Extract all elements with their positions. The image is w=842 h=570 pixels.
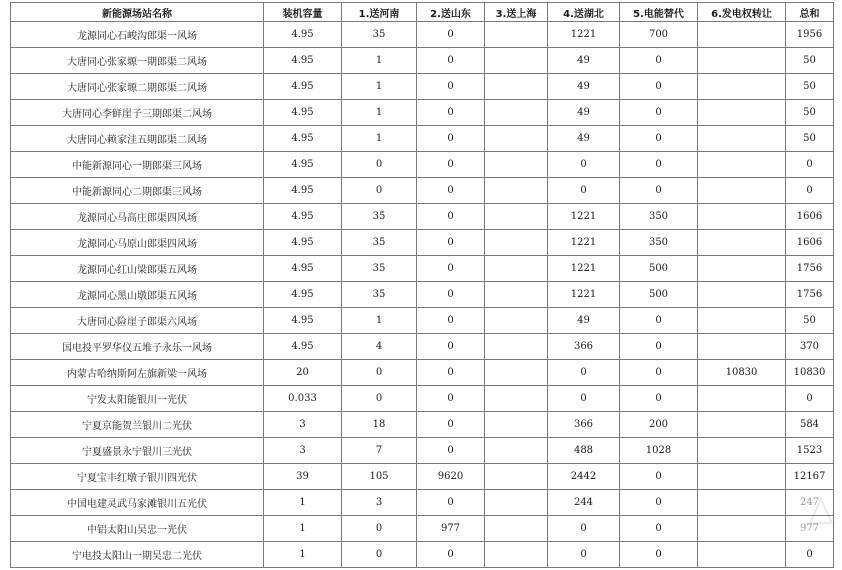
cell-to-shanghai: [485, 22, 548, 48]
cell-generation-rights-transfer: [698, 386, 786, 412]
cell-to-shandong: 0: [417, 204, 485, 230]
table-row: [11, 308, 834, 334]
cell-generation-rights-transfer: [698, 230, 786, 256]
cell-to-shanghai: [485, 516, 548, 542]
cell-capacity: 39: [264, 464, 342, 490]
cell-to-hubei: 1221: [548, 256, 620, 282]
cell-to-henan: 0: [342, 360, 417, 386]
cell-power-substitution: 0: [620, 490, 698, 516]
cell-to-shandong: 0: [417, 412, 485, 438]
cell-to-shanghai: [485, 334, 548, 360]
cell-to-hubei: 49: [548, 74, 620, 100]
cell-power-substitution: 200: [620, 412, 698, 438]
column-header-station-name: 新能源场站名称: [11, 3, 264, 22]
cell-to-shandong: 0: [417, 22, 485, 48]
cell-to-henan: 1: [342, 126, 417, 152]
cell-total: 10830: [786, 360, 834, 386]
table-row: [11, 126, 834, 152]
cell-capacity: 4.95: [264, 178, 342, 204]
cell-station-name: 中能新源同心二期郎渠三风场: [11, 178, 264, 204]
table-row: [11, 386, 834, 412]
cell-station-name: 中国电建灵武马家滩银川五光伏: [11, 490, 264, 516]
cell-station-name: 龙源同心马原山郎渠四风场: [11, 230, 264, 256]
cell-to-shanghai: [485, 126, 548, 152]
column-header-to-shandong: 2.送山东: [417, 3, 485, 22]
cell-station-name: 大唐同心李鲜崖子三期郎渠二风场: [11, 100, 264, 126]
cell-total: 50: [786, 100, 834, 126]
cell-station-name: 大唐同心险崖子郎渠六风场: [11, 308, 264, 334]
cell-to-hubei: 366: [548, 334, 620, 360]
cell-total: 0: [786, 178, 834, 204]
cell-power-substitution: 0: [620, 48, 698, 74]
cell-power-substitution: 350: [620, 230, 698, 256]
cell-to-hubei: 1221: [548, 204, 620, 230]
cell-to-shanghai: [485, 230, 548, 256]
cell-generation-rights-transfer: [698, 152, 786, 178]
cell-to-hubei: 0: [548, 178, 620, 204]
cell-to-shandong: 0: [417, 282, 485, 308]
cell-generation-rights-transfer: [698, 464, 786, 490]
cell-to-shandong: 0: [417, 360, 485, 386]
table-row: [11, 334, 834, 360]
cell-total: 977: [786, 516, 834, 542]
cell-to-hubei: 49: [548, 100, 620, 126]
cell-power-substitution: 350: [620, 204, 698, 230]
cell-station-name: 中能新源同心一期郎渠三风场: [11, 152, 264, 178]
cell-to-shandong: 0: [417, 48, 485, 74]
column-header-capacity: 装机容量: [264, 3, 342, 22]
cell-total: 1523: [786, 438, 834, 464]
cell-to-henan: 1: [342, 74, 417, 100]
cell-power-substitution: 0: [620, 386, 698, 412]
cell-to-henan: 3: [342, 490, 417, 516]
cell-power-substitution: 0: [620, 152, 698, 178]
cell-generation-rights-transfer: [698, 100, 786, 126]
table-row: [11, 74, 834, 100]
cell-to-henan: 35: [342, 204, 417, 230]
cell-power-substitution: 0: [620, 126, 698, 152]
table-row: [11, 516, 834, 542]
cell-total: 0: [786, 386, 834, 412]
cell-to-shanghai: [485, 74, 548, 100]
cell-to-henan: 7: [342, 438, 417, 464]
cell-to-shanghai: [485, 490, 548, 516]
cell-total: 12167: [786, 464, 834, 490]
cell-to-henan: 0: [342, 152, 417, 178]
cell-generation-rights-transfer: [698, 412, 786, 438]
cell-capacity: 4.95: [264, 48, 342, 74]
cell-to-shandong: 0: [417, 334, 485, 360]
table-row: [11, 360, 834, 386]
cell-to-hubei: 0: [548, 386, 620, 412]
cell-to-hubei: 1221: [548, 282, 620, 308]
cell-total: 0: [786, 542, 834, 568]
cell-power-substitution: 0: [620, 100, 698, 126]
cell-to-hubei: 0: [548, 360, 620, 386]
cell-to-hubei: 2442: [548, 464, 620, 490]
cell-total: 584: [786, 412, 834, 438]
cell-generation-rights-transfer: [698, 490, 786, 516]
cell-generation-rights-transfer: [698, 48, 786, 74]
cell-to-hubei: 1221: [548, 22, 620, 48]
cell-capacity: 4.95: [264, 282, 342, 308]
cell-to-shandong: 0: [417, 152, 485, 178]
cell-to-shandong: 0: [417, 74, 485, 100]
cell-capacity: 4.95: [264, 22, 342, 48]
cell-power-substitution: 0: [620, 178, 698, 204]
cell-total: 370: [786, 334, 834, 360]
table-row: [11, 282, 834, 308]
cell-generation-rights-transfer: [698, 542, 786, 568]
cell-to-shanghai: [485, 178, 548, 204]
cell-to-shandong: 0: [417, 308, 485, 334]
cell-station-name: 中铝太阳山吴忠一光伏: [11, 516, 264, 542]
cell-to-henan: 18: [342, 412, 417, 438]
cell-total: 1606: [786, 230, 834, 256]
cell-to-shanghai: [485, 308, 548, 334]
cell-to-shandong: 0: [417, 386, 485, 412]
cell-power-substitution: 1028: [620, 438, 698, 464]
table-body: [11, 22, 834, 568]
cell-to-shanghai: [485, 464, 548, 490]
cell-generation-rights-transfer: [698, 282, 786, 308]
cell-station-name: 宁夏盛景永宁银川三光伏: [11, 438, 264, 464]
cell-total: 1606: [786, 204, 834, 230]
cell-to-henan: 1: [342, 100, 417, 126]
table-row: [11, 542, 834, 568]
cell-to-henan: 35: [342, 230, 417, 256]
cell-to-shanghai: [485, 152, 548, 178]
cell-power-substitution: 700: [620, 22, 698, 48]
cell-to-hubei: 0: [548, 152, 620, 178]
cell-to-shandong: 977: [417, 516, 485, 542]
cell-station-name: 龙源同心红山梁郎渠五风场: [11, 256, 264, 282]
cell-capacity: 4.95: [264, 230, 342, 256]
cell-to-hubei: 0: [548, 516, 620, 542]
cell-station-name: 龙源同心马高庄郎渠四风场: [11, 204, 264, 230]
cell-to-shandong: 0: [417, 126, 485, 152]
cell-capacity: 4.95: [264, 126, 342, 152]
cell-total: 50: [786, 48, 834, 74]
cell-station-name: 宁电投太阳山一期吴忠二光伏: [11, 542, 264, 568]
cell-capacity: 4.95: [264, 334, 342, 360]
cell-power-substitution: 0: [620, 516, 698, 542]
cell-to-shandong: 0: [417, 490, 485, 516]
header-row: [11, 3, 834, 22]
cell-to-shandong: 0: [417, 100, 485, 126]
column-header-to-shanghai: 3.送上海: [485, 3, 548, 22]
cell-generation-rights-transfer: [698, 334, 786, 360]
cell-to-shanghai: [485, 48, 548, 74]
cell-station-name: 龙源同心石峻沟郎渠一风场: [11, 22, 264, 48]
cell-generation-rights-transfer: 10830: [698, 360, 786, 386]
cell-power-substitution: 500: [620, 282, 698, 308]
cell-power-substitution: 0: [620, 542, 698, 568]
cell-total: 50: [786, 126, 834, 152]
cell-total: 50: [786, 74, 834, 100]
cell-to-shandong: 9620: [417, 464, 485, 490]
cell-generation-rights-transfer: [698, 74, 786, 100]
cell-capacity: 4.95: [264, 308, 342, 334]
cell-generation-rights-transfer: [698, 126, 786, 152]
cell-to-shandong: 0: [417, 256, 485, 282]
cell-to-henan: 0: [342, 386, 417, 412]
table-row: [11, 230, 834, 256]
cell-generation-rights-transfer: [698, 308, 786, 334]
cell-total: 0: [786, 152, 834, 178]
cell-capacity: 4.95: [264, 100, 342, 126]
cell-to-shanghai: [485, 204, 548, 230]
cell-station-name: 宁夏宝丰红墩子银川四光伏: [11, 464, 264, 490]
cell-to-henan: 1: [342, 308, 417, 334]
cell-capacity: 1: [264, 542, 342, 568]
cell-to-shandong: 0: [417, 438, 485, 464]
column-header-power-substitution: 5.电能替代: [620, 3, 698, 22]
column-header-to-hubei: 4.送湖北: [548, 3, 620, 22]
cell-capacity: 0.033: [264, 386, 342, 412]
cell-power-substitution: 0: [620, 334, 698, 360]
cell-to-shanghai: [485, 360, 548, 386]
cell-generation-rights-transfer: [698, 256, 786, 282]
cell-to-hubei: 49: [548, 48, 620, 74]
cell-generation-rights-transfer: [698, 516, 786, 542]
cell-capacity: 3: [264, 438, 342, 464]
table-row: [11, 412, 834, 438]
watermark-icon: [806, 496, 836, 526]
cell-capacity: 4.95: [264, 74, 342, 100]
table-row: [11, 490, 834, 516]
cell-to-shanghai: [485, 412, 548, 438]
table-row: [11, 438, 834, 464]
cell-capacity: 1: [264, 490, 342, 516]
cell-to-henan: 35: [342, 22, 417, 48]
table-row: [11, 256, 834, 282]
cell-to-henan: 0: [342, 542, 417, 568]
cell-to-hubei: 366: [548, 412, 620, 438]
cell-to-shanghai: [485, 386, 548, 412]
cell-to-hubei: 49: [548, 126, 620, 152]
table-row: [11, 100, 834, 126]
cell-power-substitution: 0: [620, 308, 698, 334]
cell-total: 50: [786, 308, 834, 334]
cell-to-shanghai: [485, 256, 548, 282]
cell-capacity: 20: [264, 360, 342, 386]
column-header-to-henan: 1.送河南: [342, 3, 417, 22]
cell-to-shanghai: [485, 438, 548, 464]
cell-station-name: 宁发太阳能银川一光伏: [11, 386, 264, 412]
cell-capacity: 4.95: [264, 256, 342, 282]
cell-capacity: 3: [264, 412, 342, 438]
cell-to-shandong: 0: [417, 230, 485, 256]
table-row: [11, 22, 834, 48]
cell-generation-rights-transfer: [698, 204, 786, 230]
cell-station-name: 大唐同心张家塬二期郎渠二风场: [11, 74, 264, 100]
cell-power-substitution: 0: [620, 360, 698, 386]
cell-generation-rights-transfer: [698, 22, 786, 48]
cell-total: 1756: [786, 256, 834, 282]
cell-to-henan: 35: [342, 282, 417, 308]
cell-station-name: 龙源同心黑山墩郎渠五风场: [11, 282, 264, 308]
table-row: [11, 178, 834, 204]
cell-to-shanghai: [485, 282, 548, 308]
cell-to-shanghai: [485, 100, 548, 126]
column-header-total: 总和: [786, 3, 834, 22]
cell-generation-rights-transfer: [698, 438, 786, 464]
cell-power-substitution: 0: [620, 74, 698, 100]
cell-station-name: 内蒙古哈纳斯阿左旗新梁一风场: [11, 360, 264, 386]
cell-station-name: 宁夏京能贺兰银川二光伏: [11, 412, 264, 438]
cell-to-shandong: 0: [417, 542, 485, 568]
cell-total: 1756: [786, 282, 834, 308]
cell-capacity: 1: [264, 516, 342, 542]
table-row: [11, 48, 834, 74]
cell-station-name: 国电投平罗华仪五堆子永乐一风场: [11, 334, 264, 360]
cell-to-shanghai: [485, 542, 548, 568]
cell-to-hubei: 488: [548, 438, 620, 464]
cell-to-hubei: 49: [548, 308, 620, 334]
table-row: [11, 464, 834, 490]
cell-power-substitution: 0: [620, 464, 698, 490]
cell-to-henan: 105: [342, 464, 417, 490]
cell-to-henan: 0: [342, 516, 417, 542]
cell-to-henan: 1: [342, 48, 417, 74]
cell-generation-rights-transfer: [698, 178, 786, 204]
table-row: [11, 152, 834, 178]
cell-capacity: 4.95: [264, 204, 342, 230]
cell-station-name: 大唐同心赖家洼五期郎渠二风场: [11, 126, 264, 152]
cell-to-hubei: 1221: [548, 230, 620, 256]
cell-to-henan: 4: [342, 334, 417, 360]
data-table: [10, 2, 834, 568]
cell-power-substitution: 500: [620, 256, 698, 282]
cell-station-name: 大唐同心张家塬一期郎渠二风场: [11, 48, 264, 74]
cell-total: 1956: [786, 22, 834, 48]
table-row: [11, 204, 834, 230]
cell-to-henan: 35: [342, 256, 417, 282]
cell-to-shandong: 0: [417, 178, 485, 204]
cell-to-hubei: 244: [548, 490, 620, 516]
cell-to-hubei: 0: [548, 542, 620, 568]
column-header-generation-rights-transfer: 6.发电权转让: [698, 3, 786, 22]
cell-capacity: 4.95: [264, 152, 342, 178]
cell-total: 247: [786, 490, 834, 516]
cell-to-henan: 0: [342, 178, 417, 204]
